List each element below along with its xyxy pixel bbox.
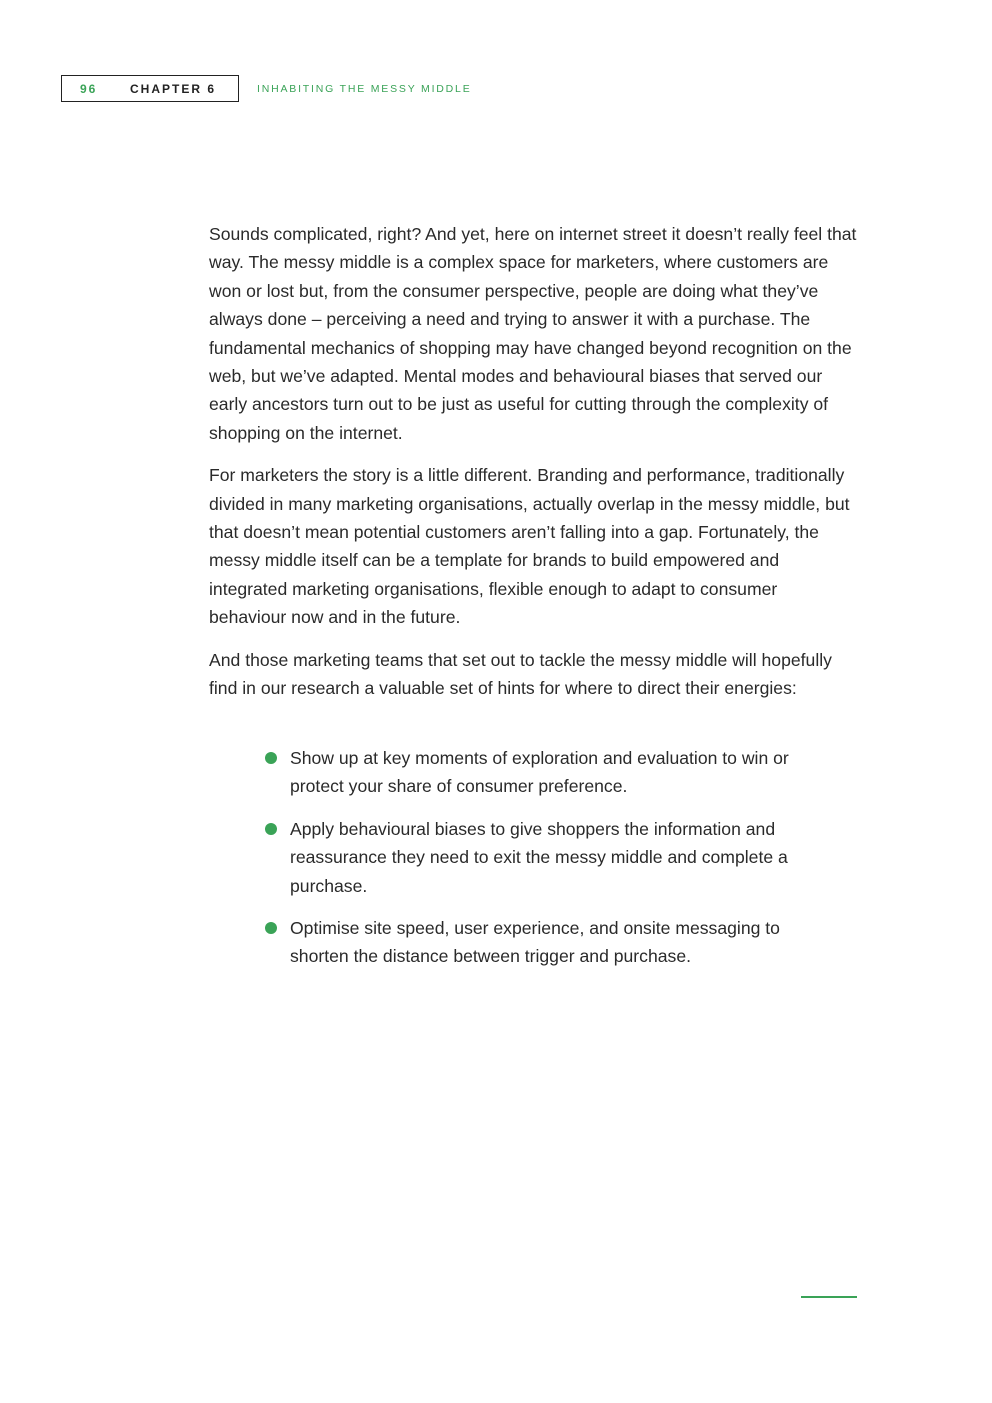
bullet-text: Apply behavioural biases to give shoppers the information and reassurance they need to exit the messy middle and complete a purchase.	[290, 818, 788, 896]
footer-divider	[801, 1296, 857, 1298]
paragraph-2: For marketers the story is a little different. Branding and performance, traditionally divided in many marketing organisations, actually overlap in the messy middle, but that doesn’t mean potential customers aren’t falling into a gap. Fortunately, the messy middle itself can be a template for brands to build empowered and integrated marketing organisations, flexible enough to adapt to consumer behaviour now and in the future.	[209, 465, 850, 628]
paragraph-1: Sounds complicated, right? And yet, here on internet street it doesn’t really feel that way. The messy middle is a complex space for marketers, where customers are won or lost but, from the consumer perspective, people are doing what they’ve always done – perceiving a need and trying to answer it with a purchase. The fundamental mechanics of shopping may have changed beyond recognition on the web, but we’ve adapted. Mental modes and behavioural biases that served our early ancestors turn out to be just as useful for cutting through the complexity of shopping on the internet.	[209, 224, 857, 443]
paragraph-3: And those marketing teams that set out to tackle the messy middle will hopefully find in our research a valuable set of hints for where to direct their energies:	[209, 649, 832, 699]
list-item	[265, 815, 805, 900]
running-title: INHABITING THE MESSY MIDDLE	[257, 83, 472, 95]
chapter-header-box	[61, 75, 239, 102]
bullet-list	[265, 744, 805, 985]
bullet-dot-icon	[265, 823, 277, 835]
chapter-label: CHAPTER 6	[130, 81, 217, 96]
bullet-text: Show up at key moments of exploration and evaluation to win or protect your share of consumer preference.	[290, 748, 789, 797]
page-number: 96	[80, 81, 98, 96]
bullet-dot-icon	[265, 752, 277, 764]
body-text	[209, 220, 859, 717]
list-item	[265, 744, 805, 801]
list-item	[265, 914, 805, 971]
bullet-dot-icon	[265, 922, 277, 934]
bullet-text: Optimise site speed, user experience, and onsite messaging to shorten the distance between trigger and purchase.	[290, 918, 780, 967]
